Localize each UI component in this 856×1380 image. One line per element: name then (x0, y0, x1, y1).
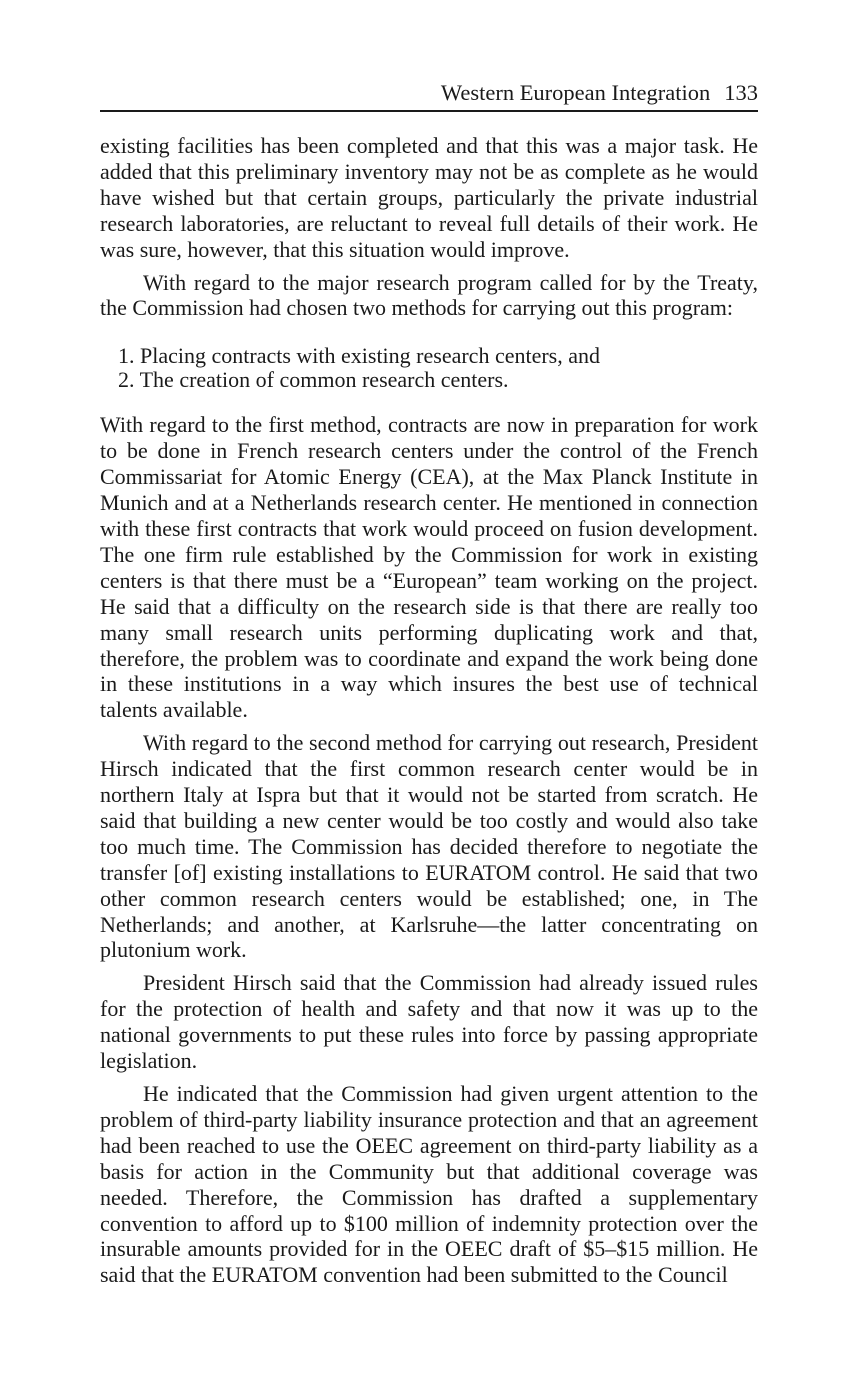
list-item-number: 2. (118, 367, 135, 393)
list-item (100, 368, 758, 392)
list-item-text: The creation of common research centers. (139, 367, 509, 393)
paragraph-first-method: With regard to the first method, contracts are now in preparation for work to be done in French research centers under the control of the French Commissariat for Atomic Energy (CEA), at the Max Planck Institute in Munich and at a Netherlands research center. He mentioned in connection with these first contracts that work would proceed on fusion development. The one firm rule established by the Commission for work in existing centers is that there must be a “European” team working on the project. He said that a difficulty on the research side is that there are really too many small research units performing duplicating work and that, therefore, the problem was to coordinate and expand the work being done in these institutions in a way which insures the best use of technical talents available. (100, 412, 758, 723)
running-title: Western European Integration (440, 80, 711, 105)
page-body (100, 133, 758, 1288)
running-header (100, 78, 758, 108)
list-item-number: 1. (118, 343, 135, 369)
page-number: 133 (724, 80, 758, 105)
paragraph-health-safety: President Hirsch said that the Commission had already issued rules for the protection of health and safety and that now it was up to the national governments to put these rules into force by passing appropriate legislation. (100, 970, 758, 1074)
list-item (100, 344, 758, 368)
methods-list (100, 344, 758, 392)
list-item-text: Placing contracts with existing research centers, and (140, 343, 601, 369)
paragraph-research-program: With regard to the major research program called for by the Treaty, the Commission had chosen two methods for carrying out this program: (100, 269, 758, 321)
header-rule (100, 110, 758, 112)
paragraph-liability: He indicated that the Commission had given urgent attention to the problem of third-party liability insurance protection and that an agreement had been reached to use the OEEC agreement on third-party liability as a basis for action in the Community but that additional coverage was needed. Therefore, the Commission has drafted a supplementary convention to afford up to $100 million of indemnity protection over the insurable amounts provided for in the OEEC draft of $5–$15 million. He said that the EURATOM convention had been submitted to the Council (100, 1081, 758, 1288)
paragraph-continued: existing facilities has been completed and that this was a major task. He added that this preliminary inventory may not be as complete as he would have wished but that certain groups, particularly the private industrial research laboratories, are reluctant to reveal full details of their work. He was sure, however, that this situation would improve. (100, 133, 758, 262)
paragraph-second-method: With regard to the second method for carrying out research, President Hirsch indicated that the first common research center would be in northern Italy at Ispra but that it would not be started from scratch. He said that building a new center would be too costly and would also take too much time. The Commission has decided therefore to negotiate the transfer [of] existing installations to EURATOM control. He said that two other common research centers would be established; one, in The Netherlands; and another, at Karlsruhe—the latter concentrating on plutonium work. (100, 730, 758, 963)
